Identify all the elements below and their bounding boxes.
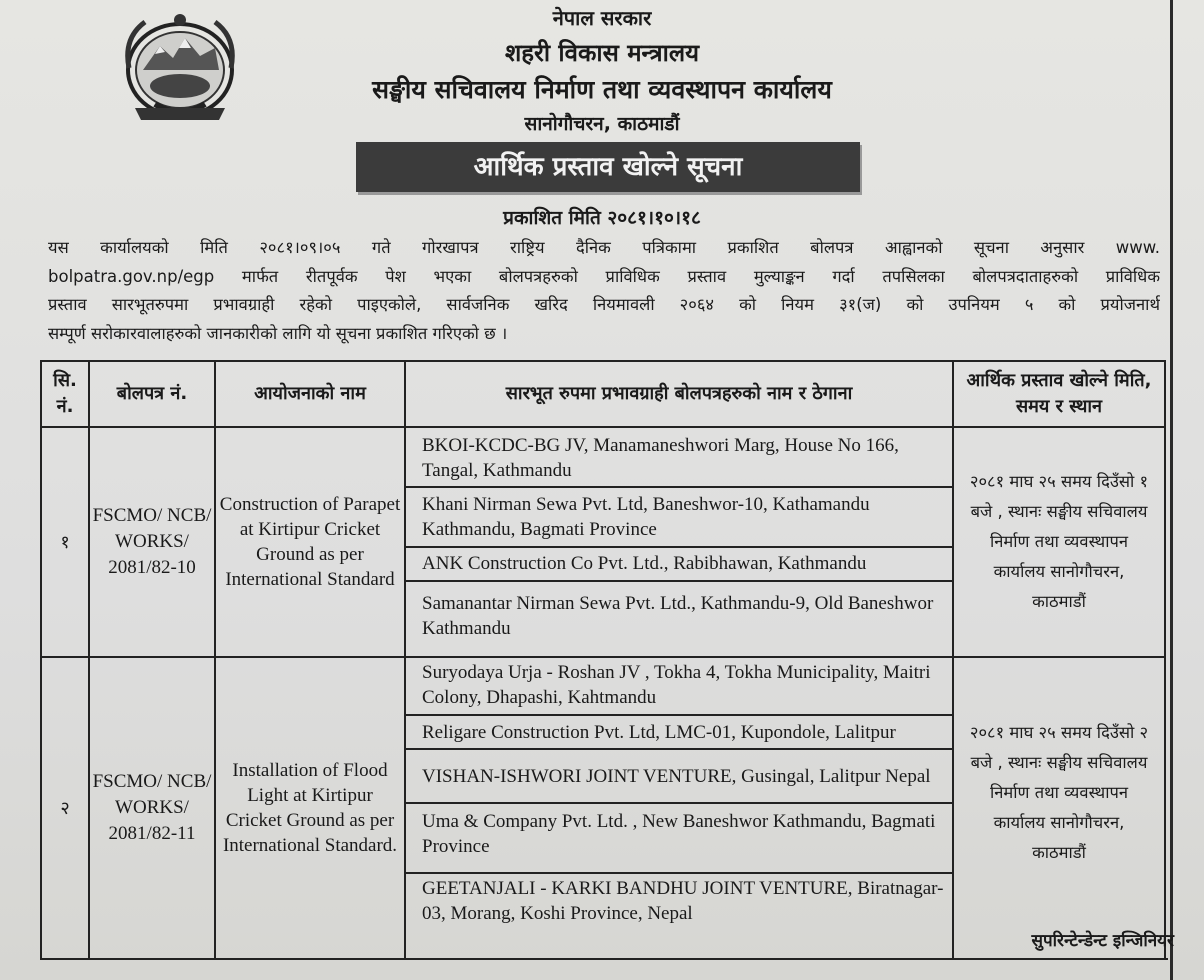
ministry-name: शहरी विकास मन्त्रालय <box>504 39 700 67</box>
row2-bidder-1: Suryodaya Urja - Roshan JV , Tokha 4, Tokha Municipality, Maitri Colony, Dhapashi, Kahtmandu <box>422 662 931 708</box>
row1-project: Construction of Parapet at Kirtipur Cricket Ground as per International Standard <box>219 494 401 590</box>
table-border <box>88 360 90 960</box>
header-bidders: सारभूत रुपमा प्रभावग्राही बोलपत्रहरुको नाम र ठेगाना <box>505 383 853 404</box>
bottom-border <box>40 958 1168 960</box>
bidder-separator <box>406 486 953 488</box>
office-location: सानोगौचरन, काठमाडौं <box>524 113 680 135</box>
table-border <box>1164 360 1166 960</box>
row2-bidder-5: GEETANJALI - KARKI BANDHU JOINT VENTURE, Biratnagar-03, Morang, Koshi Province, Nepal <box>422 878 944 924</box>
row1-serial: १ <box>60 532 70 553</box>
bidder-separator <box>406 802 953 804</box>
paragraph-line: प्रस्ताव सारभूतरुपमा प्रभावग्राही रहेको पाइएकोले, सार्वजनिक खरिद नियमावली २०६४ को नियम ३१(ज) को उपनियम ५ को प्रयोजनार्थ <box>48 295 1160 314</box>
bidder-separator <box>406 580 953 582</box>
signature-title: सुपरिन्टेन्डेन्ट इन्जिनियर <box>1031 931 1174 951</box>
row1-opening: २०८१ माघ २५ समय दिउँसो १ बजे , स्थानः सङ्घीय सचिवालय निर्माण तथा व्यवस्थापन कार्यालय सानोगौचरन, काठमाडौं <box>969 472 1149 611</box>
table-border <box>952 360 954 960</box>
row1-bidder-1: BKOI-KCDC-BG JV, Manamaneshwori Marg, House No 166, Tangal, Kathmandu <box>422 435 899 481</box>
page-border <box>1170 0 1173 980</box>
gov-name: नेपाल सरकार <box>552 6 652 30</box>
bid-table <box>40 360 1166 960</box>
paragraph-line: यस कार्यालयको मिति २०८१।०९।०५ गते गोरखापत्र राष्ट्रिय दैनिक पत्रिकामा प्रकाशित बोलपत्र आह्वानको सूचना अनुसार www. <box>48 238 1160 257</box>
row2-bid-no: FSCMO/ NCB/ WORKS/ 2081/82-11 <box>92 771 212 844</box>
paragraph-line: सम्पूर्ण सरोकारवालाहरुको जानकारीको लागि यो सूचना प्रकाशित गरिएको छ । <box>48 323 508 343</box>
row1-bid-no: FSCMO/ NCB/ WORKS/ 2081/82-10 <box>92 505 212 578</box>
table-border <box>214 360 216 960</box>
row2-bidder-2: Religare Construction Pvt. Ltd, LMC-01, Kupondole, Lalitpur <box>422 721 896 743</box>
row1-bidder-3: ANK Construction Co Pvt. Ltd., Rabibhawan, Kathmandu <box>422 552 867 574</box>
header-bid-no: बोलपत्र नं. <box>116 383 188 404</box>
notice-paragraph <box>48 234 1160 348</box>
notice-title-banner: आर्थिक प्रस्ताव खोल्ने सूचना <box>356 142 860 192</box>
row1-bidder-4: Samanantar Nirman Sewa Pvt. Ltd., Kathmandu-9, Old Baneshwor Kathmandu <box>422 593 934 639</box>
row2-bidder-3: VISHAN-ISHWORI JOINT VENTURE, Gusingal, Lalitpur Nepal <box>422 765 931 787</box>
header-opening: आर्थिक प्रस्ताव खोल्ने मिति, समय र स्थान <box>966 370 1152 417</box>
header-project: आयोजनाको नाम <box>254 383 366 404</box>
row2-opening: २०८१ माघ २५ समय दिउँसो २ बजे , स्थानः सङ्घीय सचिवालय निर्माण तथा व्यवस्थापन कार्यालय सानोगौचरन, काठमाडौं <box>969 723 1149 862</box>
header-serial: सि. नं. <box>53 370 77 417</box>
office-name: सङ्घीय सचिवालय निर्माण तथा व्यवस्थापन कार्यालय <box>372 75 832 104</box>
row1-bidder-2: Khani Nirman Sewa Pvt. Ltd, Baneshwor-10, Kathamandu Kathmandu, Bagmati Province <box>422 494 870 540</box>
row2-project: Installation of Flood Light at Kirtipur Cricket Ground as per International Standard. <box>222 760 398 856</box>
table-border <box>404 360 406 960</box>
row2-bidder-4: Uma & Company Pvt. Ltd. , New Baneshwor Kathmandu, Bagmati Province <box>422 811 936 857</box>
published-date: प्रकाशित मिति २०८१।१०।१८ <box>503 207 701 229</box>
row2-serial: २ <box>60 798 70 819</box>
paragraph-line: bolpatra.gov.np/egp मार्फत रीतपूर्वक पेश भएका बोलपत्रहरुको प्राविधिक प्रस्ताव मुल्याङ्कन गर्दा तपसिलका बोलपत्रदाताहरुको प्राविधिक <box>48 266 1160 286</box>
